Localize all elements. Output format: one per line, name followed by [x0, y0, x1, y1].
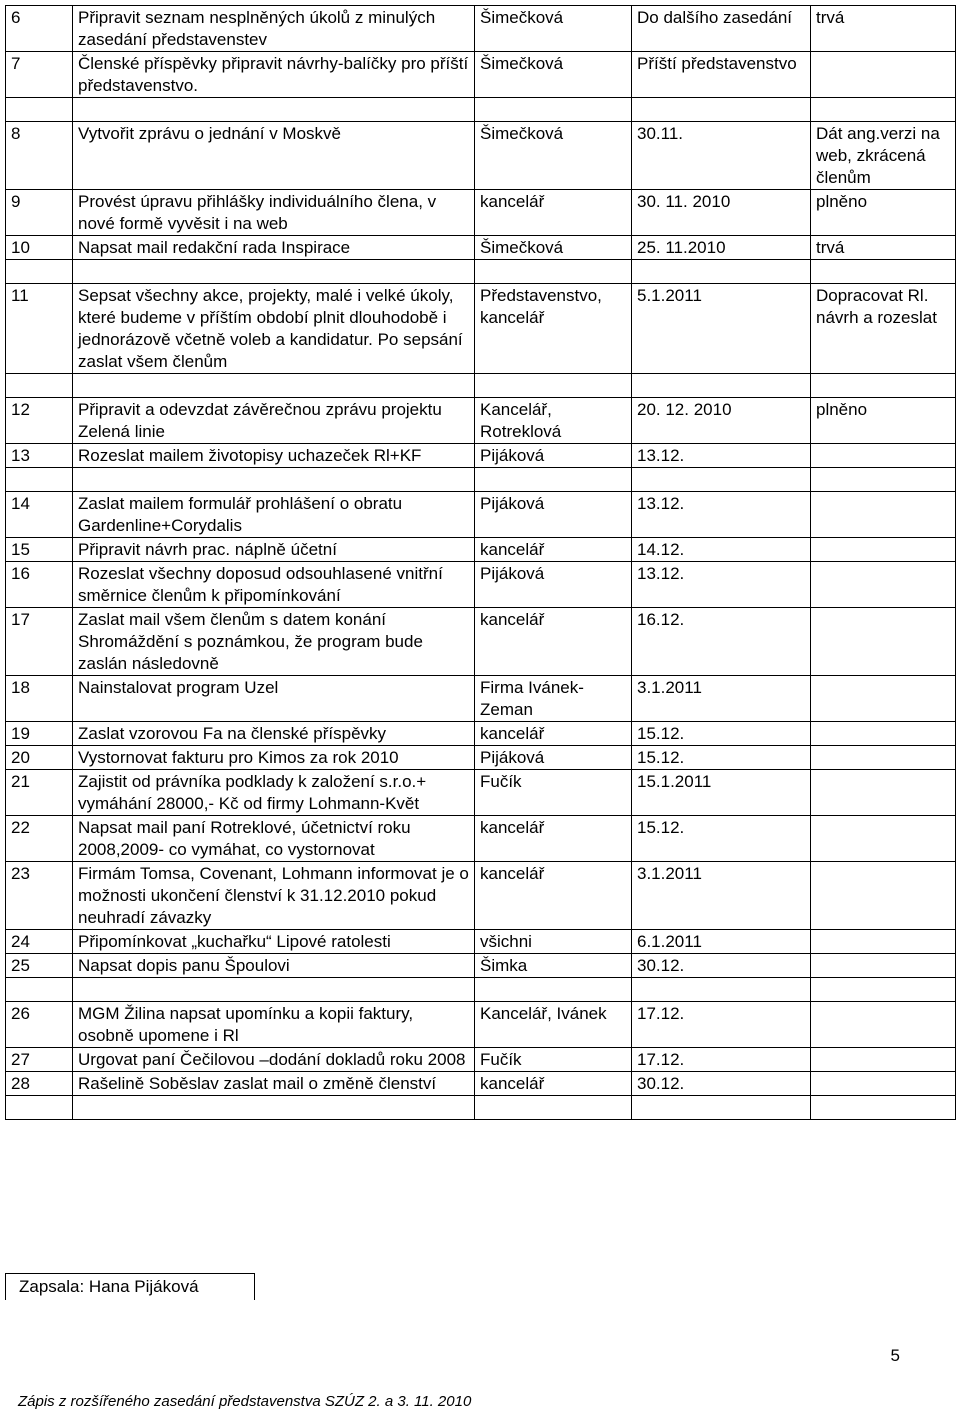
task-status: plněno: [811, 190, 956, 236]
task-description: MGM Žilina napsat upomínku a kopii faktury, osobně upomene i Rl: [73, 1002, 475, 1048]
task-owner: Kancelář, Rotreklová: [475, 398, 632, 444]
task-owner: všichni: [475, 930, 632, 954]
table-row: [6, 398, 956, 444]
task-description: Zaslat mailem formulář prohlášení o obratu Gardenline+Corydalis: [73, 492, 475, 538]
spacer-cell: [632, 1096, 811, 1120]
task-number: 11: [6, 284, 73, 374]
task-number: 9: [6, 190, 73, 236]
spacer-cell: [475, 260, 632, 284]
task-deadline: 15.12.: [632, 746, 811, 770]
task-deadline: 17.12.: [632, 1048, 811, 1072]
table-row: [6, 236, 956, 260]
task-deadline: 3.1.2011: [632, 862, 811, 930]
spacer-cell: [475, 978, 632, 1002]
task-number: 25: [6, 954, 73, 978]
task-status: [811, 1002, 956, 1048]
task-number: 20: [6, 746, 73, 770]
table-row: [6, 492, 956, 538]
spacer-cell: [73, 468, 475, 492]
task-description: Členské příspěvky připravit návrhy-balíčky pro příští představenstvo.: [73, 52, 475, 98]
task-status: [811, 52, 956, 98]
task-deadline: 15.12.: [632, 816, 811, 862]
task-status: Dát ang.verzi na web, zkrácená členům: [811, 122, 956, 190]
task-status: Dopracovat Rl. návrh a rozeslat: [811, 284, 956, 374]
task-status: trvá: [811, 236, 956, 260]
task-status: [811, 562, 956, 608]
task-number: 6: [6, 6, 73, 52]
spacer-row: [6, 374, 956, 398]
task-owner: Kancelář, Ivánek: [475, 1002, 632, 1048]
task-owner: Firma Ivánek-Zeman: [475, 676, 632, 722]
task-status: [811, 492, 956, 538]
task-deadline: 3.1.2011: [632, 676, 811, 722]
table-row: [6, 52, 956, 98]
spacer-row: [6, 1096, 956, 1120]
task-status: [811, 954, 956, 978]
task-owner: Pijáková: [475, 562, 632, 608]
task-owner: kancelář: [475, 190, 632, 236]
task-deadline: 16.12.: [632, 608, 811, 676]
task-number: 28: [6, 1072, 73, 1096]
spacer-cell: [475, 374, 632, 398]
task-status: [811, 1072, 956, 1096]
spacer-cell: [6, 260, 73, 284]
spacer-cell: [475, 468, 632, 492]
task-description: Zaslat vzorovou Fa na členské příspěvky: [73, 722, 475, 746]
task-deadline: 25. 11.2010: [632, 236, 811, 260]
task-description: Připravit a odevzdat závěrečnou zprávu projektu Zelená linie: [73, 398, 475, 444]
task-number: 17: [6, 608, 73, 676]
spacer-cell: [475, 1096, 632, 1120]
task-owner: Šimečková: [475, 122, 632, 190]
task-status: plněno: [811, 398, 956, 444]
task-deadline: Do dalšího zasedání: [632, 6, 811, 52]
spacer-cell: [475, 98, 632, 122]
table-row: [6, 770, 956, 816]
spacer-cell: [811, 468, 956, 492]
table-row: [6, 284, 956, 374]
task-status: [811, 770, 956, 816]
task-number: 12: [6, 398, 73, 444]
task-owner: kancelář: [475, 722, 632, 746]
task-number: 27: [6, 1048, 73, 1072]
task-status: [811, 816, 956, 862]
task-description: Připravit seznam nesplněných úkolů z minulých zasedání představenstev: [73, 6, 475, 52]
table-row: [6, 1002, 956, 1048]
task-description: Vystornovat fakturu pro Kimos za rok 2010: [73, 746, 475, 770]
spacer-cell: [73, 98, 475, 122]
task-deadline: Příští představenstvo: [632, 52, 811, 98]
task-deadline: 30.12.: [632, 1072, 811, 1096]
task-deadline: 30. 11. 2010: [632, 190, 811, 236]
task-deadline: 14.12.: [632, 538, 811, 562]
table-row: [6, 562, 956, 608]
task-description: Napsat dopis panu Špoulovi: [73, 954, 475, 978]
task-description: Provést úpravu přihlášky individuálního člena, v nové formě vyvěsit i na web: [73, 190, 475, 236]
task-status: [811, 676, 956, 722]
task-status: [811, 1048, 956, 1072]
task-description: Urgovat paní Čečilovou –dodání dokladů roku 2008: [73, 1048, 475, 1072]
task-status: [811, 746, 956, 770]
task-owner: Šimečková: [475, 236, 632, 260]
task-description: Zajistit od právníka podklady k založení s.r.o.+ vymáhání 28000,- Kč od firmy Lohmann-Květ: [73, 770, 475, 816]
spacer-cell: [6, 374, 73, 398]
task-description: Rozeslat mailem životopisy uchazeček Rl+KF: [73, 444, 475, 468]
task-deadline: 15.12.: [632, 722, 811, 746]
spacer-cell: [6, 978, 73, 1002]
task-owner: Fučík: [475, 770, 632, 816]
table-row: [6, 1072, 956, 1096]
task-number: 26: [6, 1002, 73, 1048]
spacer-row: [6, 978, 956, 1002]
spacer-cell: [73, 978, 475, 1002]
task-description: Napsat mail redakční rada Inspirace: [73, 236, 475, 260]
task-owner: kancelář: [475, 862, 632, 930]
task-deadline: 6.1.2011: [632, 930, 811, 954]
task-owner: Pijáková: [475, 444, 632, 468]
task-number: 13: [6, 444, 73, 468]
task-owner: kancelář: [475, 608, 632, 676]
task-deadline: 13.12.: [632, 444, 811, 468]
task-number: 24: [6, 930, 73, 954]
task-number: 23: [6, 862, 73, 930]
task-description: Vytvořit zprávu o jednání v Moskvě: [73, 122, 475, 190]
spacer-cell: [6, 468, 73, 492]
task-deadline: 5.1.2011: [632, 284, 811, 374]
table-row: [6, 816, 956, 862]
task-owner: Fučík: [475, 1048, 632, 1072]
task-number: 19: [6, 722, 73, 746]
task-table-body: [6, 6, 956, 1120]
table-row: [6, 444, 956, 468]
spacer-row: [6, 468, 956, 492]
spacer-cell: [811, 1096, 956, 1120]
task-number: 22: [6, 816, 73, 862]
spacer-cell: [6, 1096, 73, 1120]
spacer-cell: [73, 1096, 475, 1120]
task-description: Zaslat mail všem členům s datem konání Shromáždění s poznámkou, že program bude zaslán následovně: [73, 608, 475, 676]
spacer-cell: [632, 374, 811, 398]
spacer-cell: [73, 374, 475, 398]
spacer-cell: [811, 978, 956, 1002]
task-description: Rozeslat všechny doposud odsouhlasené vnitřní směrnice členům k připomínkování: [73, 562, 475, 608]
task-status: [811, 538, 956, 562]
task-owner: Pijáková: [475, 492, 632, 538]
task-owner: kancelář: [475, 816, 632, 862]
task-owner: kancelář: [475, 538, 632, 562]
page-number: 5: [890, 1346, 900, 1365]
task-number: 10: [6, 236, 73, 260]
task-number: 14: [6, 492, 73, 538]
task-owner: Pijáková: [475, 746, 632, 770]
task-number: 21: [6, 770, 73, 816]
table-row: [6, 930, 956, 954]
spacer-cell: [811, 374, 956, 398]
table-row: [6, 1048, 956, 1072]
task-deadline: 13.12.: [632, 492, 811, 538]
footer-text: Zápis z rozšířeného zasedání představenstva SZÚZ 2. a 3. 11. 2010: [18, 1393, 472, 1410]
task-status: trvá: [811, 6, 956, 52]
table-row: [6, 538, 956, 562]
table-row: [6, 122, 956, 190]
spacer-cell: [6, 98, 73, 122]
spacer-cell: [811, 260, 956, 284]
task-number: 18: [6, 676, 73, 722]
task-owner: Šimečková: [475, 52, 632, 98]
spacer-cell: [811, 98, 956, 122]
table-row: [6, 608, 956, 676]
spacer-cell: [632, 468, 811, 492]
table-row: [6, 676, 956, 722]
task-number: 7: [6, 52, 73, 98]
task-description: Připomínkovat „kuchařku“ Lipové ratolesti: [73, 930, 475, 954]
task-number: 15: [6, 538, 73, 562]
spacer-cell: [73, 260, 475, 284]
table-row: [6, 954, 956, 978]
task-status: [811, 862, 956, 930]
task-deadline: 13.12.: [632, 562, 811, 608]
spacer-cell: [632, 978, 811, 1002]
task-status: [811, 608, 956, 676]
task-deadline: 17.12.: [632, 1002, 811, 1048]
task-description: Firmám Tomsa, Covenant, Lohmann informovat je o možnosti ukončení členství k 31.12.2010 pokud neuhradí závazky: [73, 862, 475, 930]
signature: Zapsala: Hana Pijáková: [5, 1273, 255, 1300]
task-deadline: 20. 12. 2010: [632, 398, 811, 444]
task-table: [5, 5, 956, 1120]
task-description: Připravit návrh prac. náplně účetní: [73, 538, 475, 562]
task-owner: Šimka: [475, 954, 632, 978]
table-row: [6, 190, 956, 236]
task-number: 8: [6, 122, 73, 190]
table-row: [6, 746, 956, 770]
task-owner: kancelář: [475, 1072, 632, 1096]
task-number: 16: [6, 562, 73, 608]
table-row: [6, 722, 956, 746]
table-row: [6, 6, 956, 52]
task-owner: Šimečková: [475, 6, 632, 52]
task-deadline: 30.12.: [632, 954, 811, 978]
task-deadline: 15.1.2011: [632, 770, 811, 816]
table-row: [6, 862, 956, 930]
spacer-row: [6, 98, 956, 122]
spacer-cell: [632, 260, 811, 284]
task-status: [811, 722, 956, 746]
task-description: Nainstalovat program Uzel: [73, 676, 475, 722]
task-description: Sepsat všechny akce, projekty, malé i velké úkoly, které budeme v příštím období plnit dlouhodobě i jednorázově včetně voleb a kandidatur. Po sepsání zaslat všem členům: [73, 284, 475, 374]
task-owner: Představenstvo, kancelář: [475, 284, 632, 374]
task-deadline: 30.11.: [632, 122, 811, 190]
task-status: [811, 444, 956, 468]
task-description: Napsat mail paní Rotreklové, účetnictví roku 2008,2009- co vymáhat, co vystornovat: [73, 816, 475, 862]
spacer-row: [6, 260, 956, 284]
task-description: Rašelině Soběslav zaslat mail o změně členství: [73, 1072, 475, 1096]
task-status: [811, 930, 956, 954]
spacer-cell: [632, 98, 811, 122]
